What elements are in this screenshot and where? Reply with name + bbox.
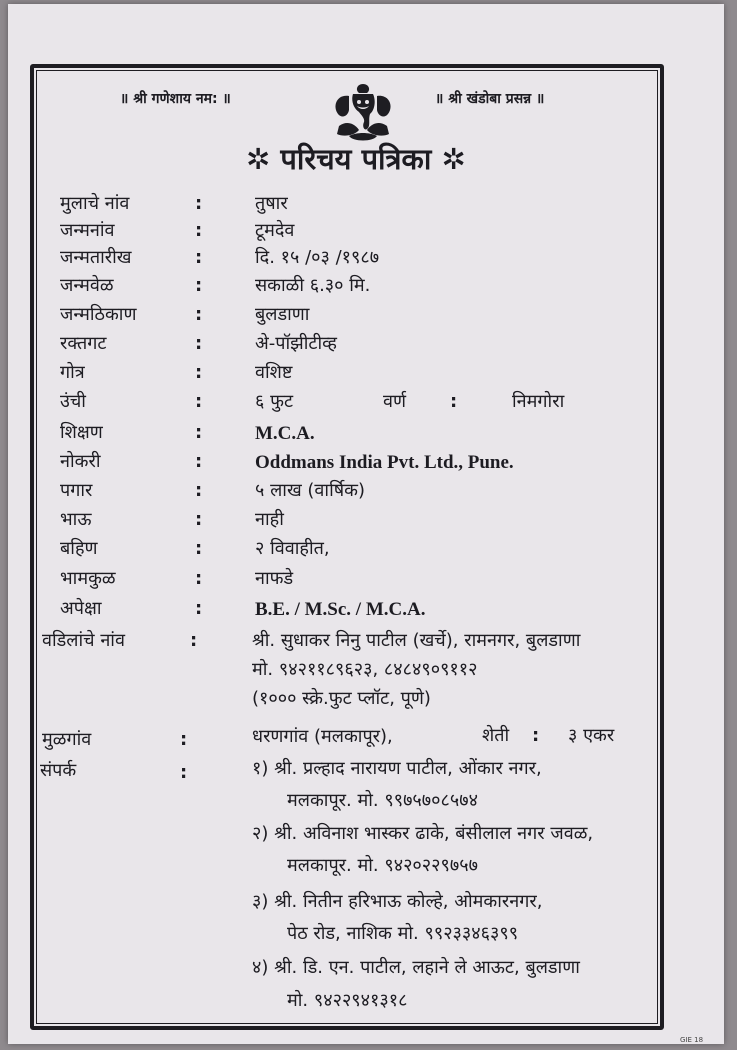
father-line-2: मो. ९४२११८९६२३, ८४८४९०९११२ [252, 659, 478, 680]
gotra-label: गोत्र [60, 362, 85, 383]
name-value: तुषार [255, 193, 288, 214]
blood-value: अे-पॉझीटीव्ह [255, 333, 337, 354]
birthname-value: टूमदेव [255, 220, 295, 241]
maternal-colon: : [195, 568, 203, 589]
gotra-value: वशिष्ट [255, 362, 293, 383]
height-colon: : [195, 391, 203, 412]
father-line-3: (१००० स्क्रे.फुट प्लॉट, पूणे) [252, 688, 431, 709]
contact-colon: : [180, 762, 188, 783]
native-label: मुळगांव [42, 729, 92, 750]
ganesha-icon [329, 82, 397, 144]
maternal-label: भामकुळ [60, 568, 116, 589]
left-invocation: ॥ श्री गणेशाय नम: ॥ [120, 91, 231, 107]
job-label: नोकरी [60, 451, 101, 472]
salary-label: पगार [60, 480, 93, 501]
contact-3-line-2: पेठ रोड, नाशिक मो. ९९२३३४६३९९ [287, 923, 519, 944]
brother-colon: : [195, 509, 203, 530]
brother-value: नाही [255, 509, 284, 530]
expectation-value: B.E. / M.Sc. / M.C.A. [255, 599, 426, 620]
inner-border [36, 70, 658, 1024]
contact-4-line-1: ४) श्री. डि. एन. पाटील, लहाने ले आऊट, बुलडाणा [252, 957, 580, 978]
education-value: M.C.A. [255, 423, 315, 444]
gotra-colon: : [195, 362, 203, 383]
maternal-value: नाफडे [255, 568, 294, 589]
sister-value: २ विवाहीत, [255, 538, 330, 559]
father-colon: : [190, 630, 198, 651]
complexion-colon: : [450, 391, 458, 412]
birthname-colon: : [195, 220, 203, 241]
page-title: ✲ परिचय पत्रिका ✲ [246, 142, 466, 176]
birthname-label: जन्मनांव [60, 220, 115, 241]
height-label: उंची [60, 391, 86, 412]
father-label: वडिलांचे नांव [42, 630, 125, 651]
height-value: ६ फुट [255, 391, 294, 412]
salary-value: ५ लाख (वार्षिक) [255, 480, 365, 501]
tob-colon: : [195, 275, 203, 296]
blood-label: रक्तगट [60, 333, 107, 354]
expectation-colon: : [195, 598, 203, 619]
contact-1-line-1: १) श्री. प्रल्हाद नारायण पाटील, ओंकार नगर, [252, 758, 542, 779]
tob-label: जन्मवेळ [60, 275, 114, 296]
father-line-1: श्री. सुधाकर निनु पाटील (खर्चे), रामनगर, बुलडाणा [252, 630, 581, 651]
blood-colon: : [195, 333, 203, 354]
pob-value: बुलडाणा [255, 304, 310, 325]
farm-value: ३ एकर [568, 725, 615, 746]
pob-colon: : [195, 304, 203, 325]
contact-2-line-1: २) श्री. अविनाश भास्कर ढाके, बंसीलाल नगर जवळ, [252, 823, 594, 844]
job-value: Oddmans India Pvt. Ltd., Pune. [255, 452, 514, 473]
farm-colon: : [532, 725, 540, 746]
sister-colon: : [195, 538, 203, 559]
dob-value: दि. १५ /०३ /१९८७ [255, 247, 380, 268]
contact-3-line-1: ३) श्री. नितीन हरिभाऊ कोल्हे, ओमकारनगर, [252, 891, 543, 912]
education-label: शिक्षण [60, 422, 103, 443]
brother-label: भाऊ [60, 509, 92, 530]
tob-value: सकाळी ६.३० मि. [255, 275, 371, 296]
job-colon: : [195, 451, 203, 472]
right-invocation: ॥ श्री खंडोबा प्रसन्न ॥ [435, 91, 545, 107]
contact-4-line-2: मो. ९४२२९४१३१८ [287, 990, 408, 1011]
name-label: मुलाचे नांव [60, 193, 130, 214]
complexion-value: निमगोरा [512, 391, 565, 412]
name-colon: : [195, 193, 203, 214]
dob-label: जन्मतारीख [60, 247, 132, 268]
complexion-label: वर्ण [383, 391, 407, 412]
education-colon: : [195, 422, 203, 443]
native-value: धरणगांव (मलकापूर), [252, 726, 393, 747]
contact-label: संपर्क [40, 760, 77, 781]
expectation-label: अपेक्षा [60, 598, 102, 619]
farm-label: शेती [482, 725, 510, 746]
contact-1-line-2: मलकापूर. मो. ९९७५७०८५७४ [287, 790, 478, 811]
salary-colon: : [195, 480, 203, 501]
sister-label: बहिण [60, 538, 98, 559]
pob-label: जन्मठिकाण [60, 304, 137, 325]
print-stamp: GIE 18 [680, 1036, 704, 1044]
dob-colon: : [195, 247, 203, 268]
native-colon: : [180, 729, 188, 750]
contact-2-line-2: मलकापूर. मो. ९४२०२२९७५७ [287, 855, 478, 876]
